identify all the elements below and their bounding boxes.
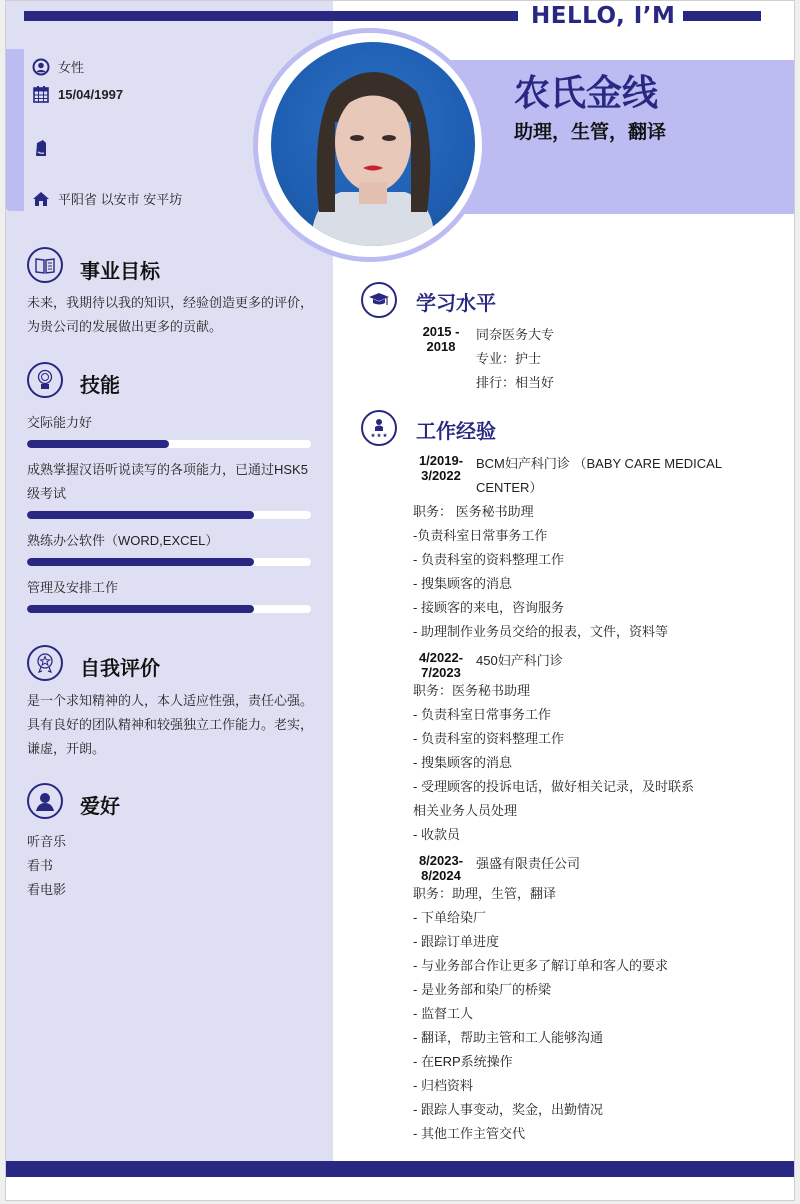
job-line: - 是业务部和染厂的桥梁 (413, 982, 551, 997)
hobby-item: 看电影 (27, 882, 67, 897)
person-icon (27, 783, 63, 819)
greeting: HELLO, I’M (531, 3, 676, 29)
job-line: - 跟踪人事变动，奖金，出勤情况 (413, 1102, 603, 1117)
job-line: 职务： 医务秘书助理 (413, 504, 534, 519)
medal-icon (27, 645, 63, 681)
home-icon (32, 190, 50, 208)
job-company: 强盛有限责任公司 (476, 856, 581, 871)
contact-address (32, 189, 182, 208)
section-title-education: 学习水平 (416, 293, 496, 315)
employee-icon (361, 410, 397, 446)
book-icon (27, 247, 63, 283)
job-line: - 负责科室日常事务工作 (413, 707, 551, 722)
job-company: 450妇产科门诊 (476, 653, 563, 668)
job-line: - 助理制作业务员交给的报表，文件，资料等 (413, 624, 668, 639)
job-line: - 与业务部合作让更多了解订单和客人的要求 (413, 958, 668, 973)
skill-bar (27, 558, 311, 566)
skill-badge-icon (27, 362, 63, 398)
skill-label: 成熟掌握汉语听说读写的各项能力，已通过HSK5级考试 (27, 462, 308, 501)
education-rank: 排行：相当好 (476, 375, 555, 390)
contact-phone (32, 139, 58, 157)
header-rule-right (683, 11, 761, 21)
hobby-item: 听音乐 (27, 834, 67, 849)
job-line: -负责科室日常事务工作 (413, 528, 548, 543)
job-line: - 搜集顾客的消息 (413, 755, 512, 770)
section-title-career-goal: 事业目标 (80, 261, 160, 283)
section-title-self-eval: 自我评价 (80, 658, 160, 680)
candidate-title: 助理，生管，翻译 (514, 122, 667, 143)
birthdate-text: 15/04/1997 (58, 86, 124, 102)
section-title-skills: 技能 (80, 375, 120, 397)
job-line: - 负责科室的资料整理工作 (413, 552, 564, 567)
photo-frame (253, 28, 487, 262)
header-rule-left (24, 11, 518, 21)
job-line: - 归档资料 (413, 1078, 473, 1093)
gender-text: 女性 (58, 60, 85, 75)
job-line: - 接顾客的来电，咨询服务 (413, 600, 564, 615)
graduation-cap-icon (361, 282, 397, 318)
skill-label: 管理及安排工作 (27, 580, 119, 595)
candidate-name: 农氏金线 (514, 72, 659, 113)
contact-gender (32, 57, 84, 76)
job-line: - 翻译，帮助主管和工人能够沟通 (413, 1030, 603, 1045)
job-line: - 监督工人 (413, 1006, 473, 1021)
skill-bar (27, 440, 311, 448)
skill-bar (27, 605, 311, 613)
contact-birthdate (32, 85, 123, 103)
skill-label: 交际能力好 (27, 415, 93, 430)
job-line: - 下单给染厂 (413, 910, 486, 925)
job-line: 相关业务人员处理 (413, 803, 518, 818)
contact-accent-strip (6, 49, 24, 211)
skill-bar (27, 511, 311, 519)
education-school: 同奈医务大专 (476, 327, 555, 342)
job-line: - 其他工作主管交代 (413, 1126, 525, 1141)
calendar-icon (32, 85, 50, 103)
career-goal-text: 未来，我期待以我的知识，经验创造更多的评价，为贵公司的发展做出更多的贡献。 (27, 295, 314, 334)
job-line: - 负责科室的资料整理工作 (413, 731, 564, 746)
job-line: 职务：助理，生管，翻译 (413, 886, 557, 901)
resume-page (5, 0, 795, 1201)
profile-photo (271, 42, 475, 246)
job-company: BCM妇产科门诊 （BABY CARE MEDICAL (476, 456, 723, 471)
skill-label: 熟练办公软件（WORD,EXCEL） (27, 533, 219, 548)
job-line: - 在ERP系统操作 (413, 1054, 513, 1069)
footer-bar (6, 1161, 795, 1177)
job-date: 8/2023- 8/2024 (418, 853, 464, 883)
section-title-experience: 工作经验 (416, 421, 496, 443)
user-circle-icon (32, 58, 50, 76)
job-date: 4/2022- 7/2023 (418, 650, 464, 680)
section-title-hobbies: 爱好 (80, 796, 120, 818)
job-line: - 受理顾客的投诉电话，做好相关记录，及时联系 (413, 779, 694, 794)
education-date: 2015 - 2018 (422, 324, 460, 354)
phone-icon (32, 139, 50, 157)
job-line: 职务：医务秘书助理 (413, 683, 531, 698)
job-date: 1/2019- 3/2022 (418, 453, 464, 483)
job-line: - 收款员 (413, 827, 460, 842)
hobby-item: 看书 (27, 858, 54, 873)
job-company-cont: CENTER） (476, 480, 543, 495)
self-eval-text: 是一个求知精神的人，本人适应性强，责任心强。具有良好的团队精神和较强独立工作能力。老实，谦虚，开朗。 (27, 693, 314, 756)
address-text: 平阳省 以安市 安平坊 (58, 192, 183, 207)
job-line: - 搜集顾客的消息 (413, 576, 512, 591)
job-line: - 跟踪订单进度 (413, 934, 499, 949)
education-major: 专业：护士 (476, 351, 542, 366)
